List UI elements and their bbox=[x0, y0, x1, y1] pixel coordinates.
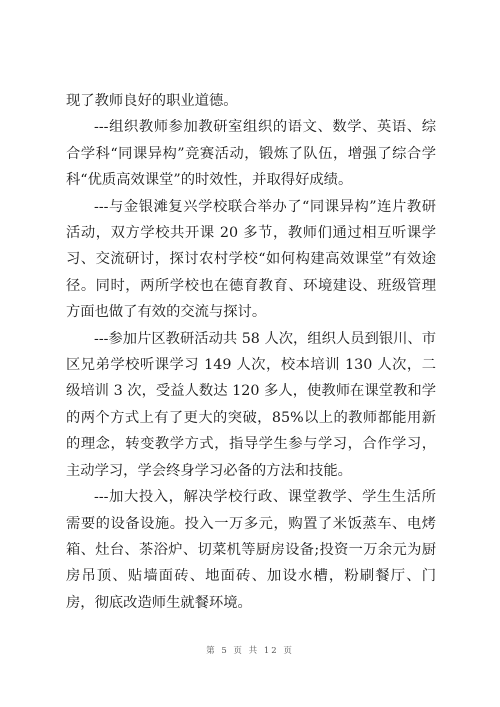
paragraph-joint-research: ---与金银滩复兴学校联合举办了“同课异构”连片教研活动，双方学校共开课 20 多节，教师们通过相互听课学习、交流研讨，探讨农村学校“如何构建高效课堂”有效途径。同时，两所学校也在德育教育、环境建设、班级管理方面也做了有效的交流与探讨。 bbox=[66, 198, 436, 321]
page-number-footer: 第 5 页 共 12 页 bbox=[206, 646, 294, 656]
paragraph-competition: ---组织教师参加教研室组织的语文、数学、英语、综合学科“同课异构”竞赛活动，锻炼了队伍，增强了综合学科“优质高效课堂”的时效性，并取得好成绩。 bbox=[66, 119, 436, 189]
paragraph-continuation: 现了教师良好的职业道德。 bbox=[66, 93, 238, 109]
paragraph-investment: ---加大投入，解决学校行政、课堂教学、学生生活所需要的设备设施。投入一万多元，购置了米饭蒸车、电烤箱、灶台、茶浴炉、切菜机等厨房设备;投资一万余元为厨房吊顶、贴墙面砖、地面砖、加设水槽，粉刷餐厅、门房，彻底改造师生就餐环境。 bbox=[66, 489, 436, 611]
paragraph-training: ---参加片区教研活动共 58 人次，组织人员到银川、市区兄弟学校听课学习 149 人次，校本培训 130 人次，二级培训 3 次，受益人数达 120 多人，使教师在课堂教和学的两个方式上有了更大的突破，85%以上的教师都能用新的理念，转变教学方式，指导学生参与学习，合作学习，主动学习，学会终身学习必备的方法和技能。 bbox=[66, 330, 437, 479]
document-body bbox=[66, 88, 436, 616]
